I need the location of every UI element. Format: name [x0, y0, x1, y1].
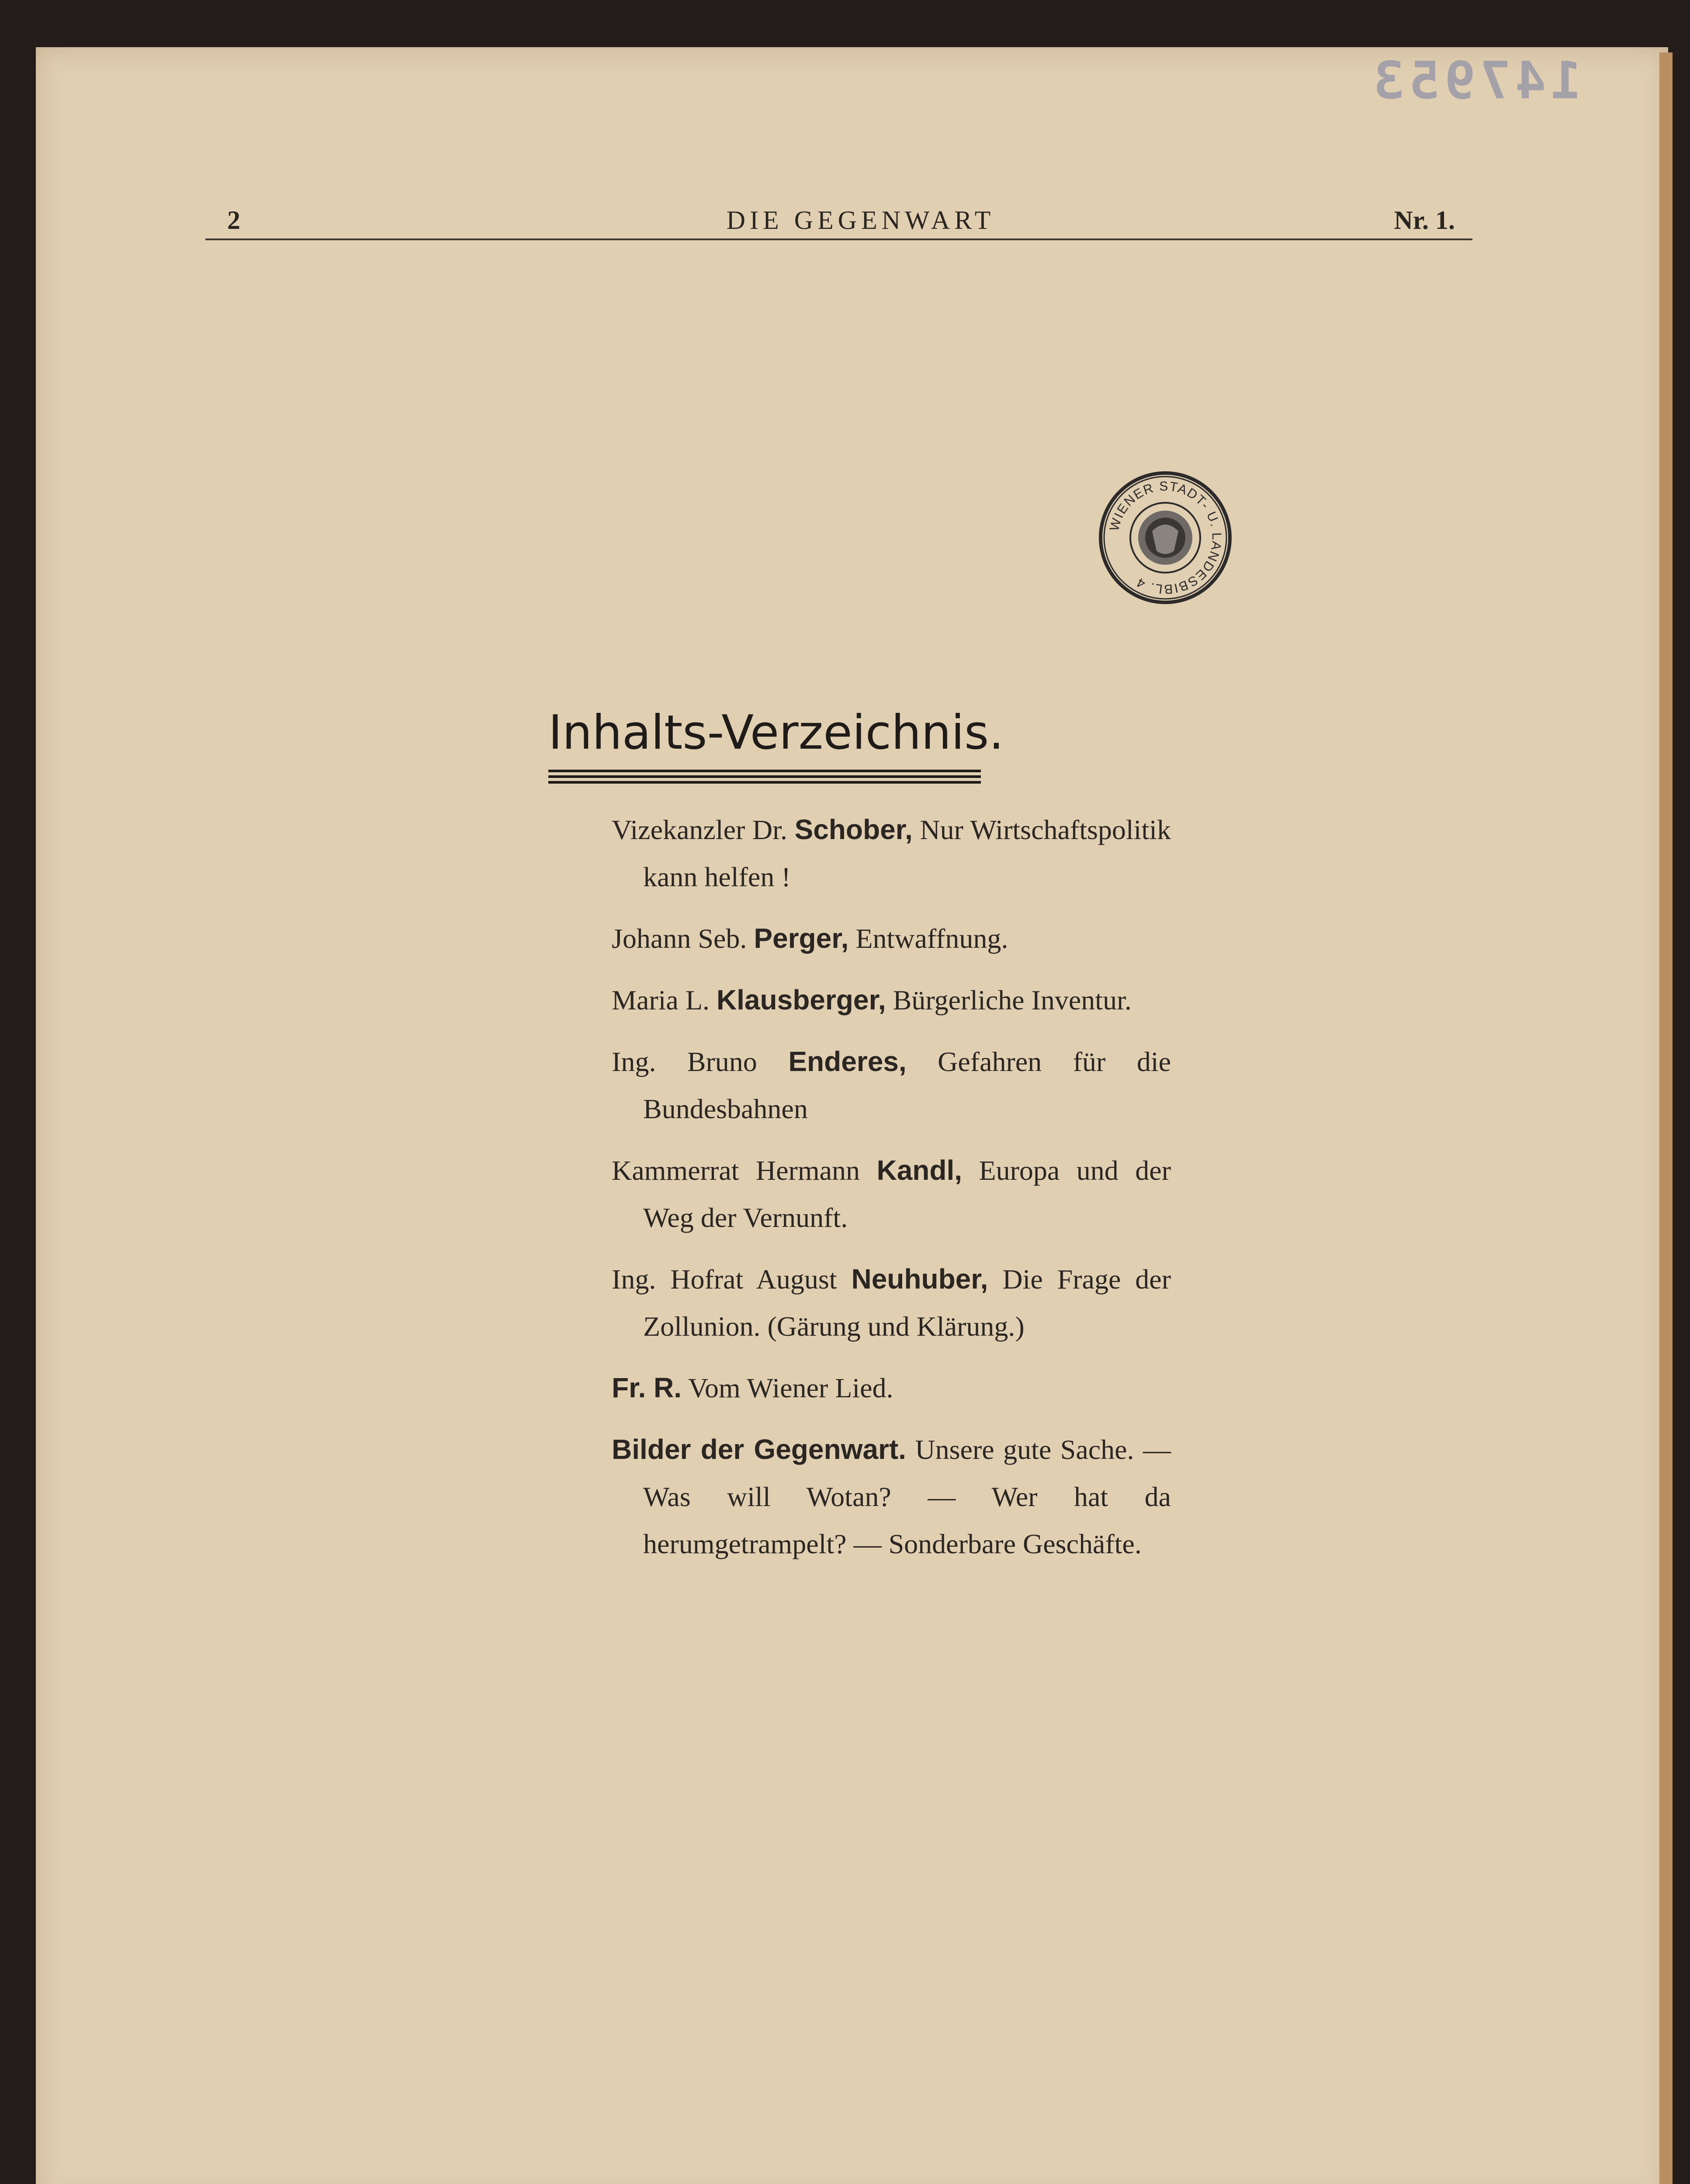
table-of-contents	[612, 806, 1171, 1582]
entry-author: Neuhuber,	[851, 1263, 988, 1295]
entry-author: Klausberger,	[716, 984, 886, 1016]
entry-prefix: Kammerrat Hermann	[612, 1155, 877, 1186]
entry-author: Bilder der Gegenwart.	[612, 1434, 906, 1465]
next-page-edge	[1659, 52, 1673, 2184]
toc-entry	[612, 1038, 1171, 1133]
header-rule	[205, 238, 1472, 240]
entry-author: Kandl,	[876, 1154, 963, 1186]
toc-entry	[612, 976, 1171, 1024]
entry-title: Vom Wiener Lied.	[682, 1372, 893, 1403]
entry-author: Schober,	[794, 814, 913, 845]
running-head	[205, 205, 1472, 240]
toc-entry	[612, 1147, 1171, 1241]
stamp-text: WIENER STADT- U. LANDESBIBL. 4	[1107, 479, 1224, 597]
publication-title: DIE GEGENWART	[726, 206, 995, 235]
heading-rule-1	[548, 770, 981, 772]
entry-prefix: Ing. Hofrat August	[612, 1264, 852, 1295]
toc-entry	[612, 1364, 1171, 1412]
entry-title: Die Frage der Zollunion. (Gärung und Klärung.)	[643, 1264, 1171, 1342]
issue-number: Nr. 1.	[1394, 206, 1455, 235]
entry-title: Bürgerliche Inventur.	[886, 985, 1132, 1016]
library-stamp	[1098, 470, 1233, 605]
toc-entry	[612, 1255, 1171, 1350]
entry-prefix: Ing. Bruno	[612, 1046, 789, 1077]
entry-author: Enderes,	[788, 1046, 907, 1077]
heading-rule-3	[548, 781, 981, 784]
entry-title: Europa und der Weg der Vernunft.	[643, 1155, 1171, 1233]
entry-author: Fr. R.	[612, 1372, 682, 1403]
page-number: 2	[227, 206, 240, 235]
toc-heading: Inhalts-Verzeichnis.	[548, 705, 1004, 760]
archive-number-stamp: 147953	[1369, 50, 1582, 111]
entry-author: Perger,	[754, 923, 849, 954]
entry-title: Unsere gute Sache. — Was will Wotan? — Wer hat da herumgetrampelt? — Sonderbare Geschäfte.	[643, 1434, 1171, 1559]
toc-entry	[612, 806, 1171, 901]
entry-title: Nur Wirtschaftspolitik kann helfen !	[643, 814, 1171, 892]
entry-prefix: Maria L.	[612, 985, 717, 1016]
heading-rule-2	[548, 775, 981, 778]
toc-entry	[612, 1426, 1171, 1568]
toc-entry	[612, 915, 1171, 962]
entry-title: Entwaffnung.	[848, 923, 1008, 954]
entry-title: Gefahren für die Bundesbahnen	[643, 1046, 1171, 1124]
entry-prefix: Vizekanzler Dr.	[612, 814, 795, 845]
entry-prefix: Johann Seb.	[612, 923, 754, 954]
